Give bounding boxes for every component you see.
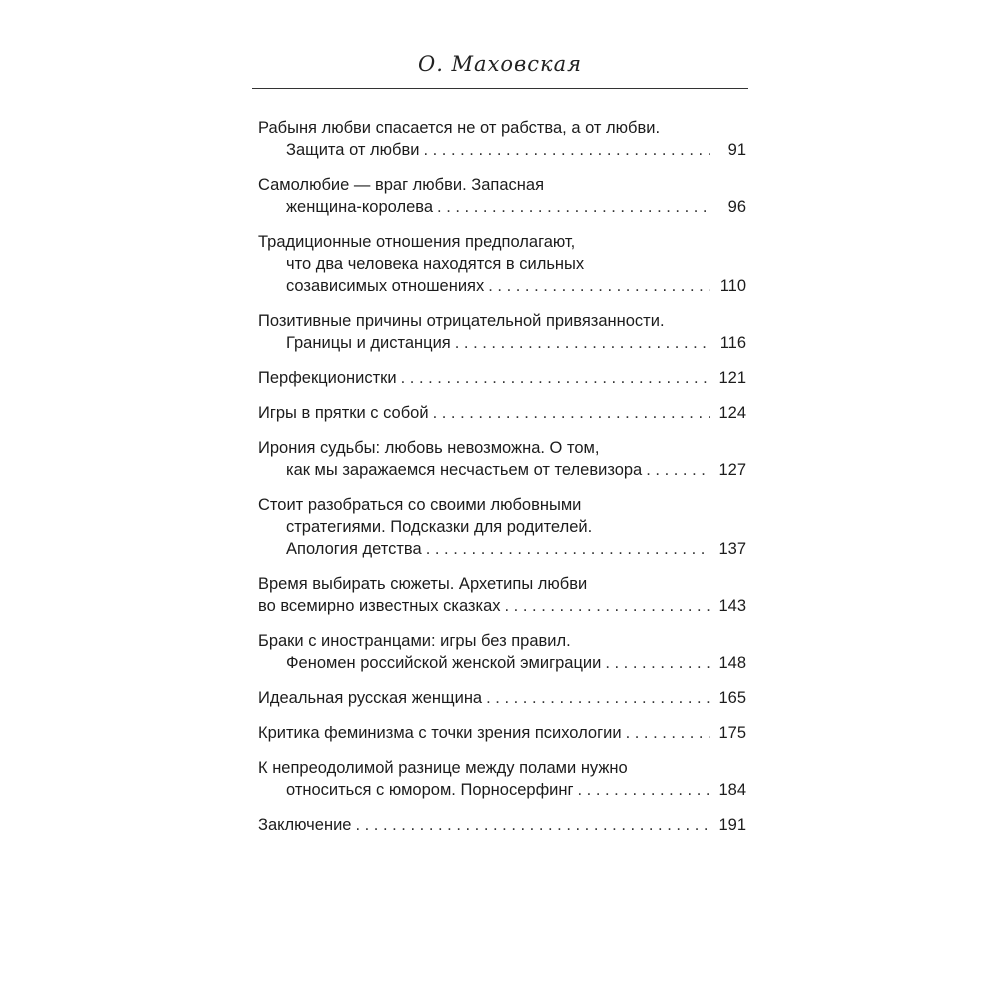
toc-entry <box>258 573 746 617</box>
toc-entry-title-line: К непреодолимой разнице между полами нужно <box>258 759 628 777</box>
toc-entry <box>258 310 746 354</box>
dot-leader <box>488 275 710 297</box>
toc-entry-last-line <box>258 196 746 218</box>
toc-entry-title-end: как мы заражаемся несчастьем от телевизора <box>286 461 643 479</box>
toc-entry-last-line <box>258 275 746 297</box>
toc-entry-title-line: Позитивные причины отрицательной привязанности. <box>258 312 665 330</box>
toc-entry-last-line <box>258 367 746 389</box>
dot-leader <box>646 459 710 481</box>
toc-entry-title-end: Идеальная русская женщина <box>258 689 483 707</box>
table-of-contents <box>258 117 746 849</box>
toc-entry <box>258 814 746 836</box>
toc-entry <box>258 117 746 161</box>
dot-leader <box>605 652 710 674</box>
toc-entry-title-line: Время выбирать сюжеты. Архетипы любви <box>258 575 588 593</box>
toc-entry-title-end: Апология детства <box>286 540 422 558</box>
toc-entry-title-end: созависимых отношениях <box>286 277 485 295</box>
toc-entry <box>258 437 746 481</box>
toc-entry-title-line: Ирония судьбы: любовь невозможна. О том, <box>258 439 600 457</box>
toc-page-number: 121 <box>718 369 746 387</box>
toc-entry-title-end: Критика феминизма с точки зрения психологии <box>258 724 622 742</box>
toc-page-number: 110 <box>719 277 746 295</box>
toc-entry-title-end: Феномен российской женской эмиграции <box>286 654 602 672</box>
toc-entry <box>258 757 746 801</box>
toc-entry-last-line <box>258 402 746 424</box>
toc-page-number: 175 <box>718 724 746 742</box>
toc-entry-title-end: Игры в прятки с собой <box>258 404 429 422</box>
toc-entry <box>258 494 746 560</box>
toc-entry-last-line <box>258 459 746 481</box>
dot-leader <box>486 687 710 709</box>
toc-entry-last-line <box>258 595 746 617</box>
toc-entry <box>258 687 746 709</box>
running-head: О. Маховская <box>417 52 583 76</box>
toc-entry <box>258 630 746 674</box>
toc-entry <box>258 402 746 424</box>
dot-leader <box>355 814 710 836</box>
toc-entry-title-end: Перфекционистки <box>258 369 397 387</box>
toc-page-number: 124 <box>718 404 746 422</box>
dot-leader <box>401 367 710 389</box>
toc-page-number: 91 <box>727 141 746 159</box>
toc-page-number: 96 <box>727 198 746 216</box>
dot-leader <box>455 332 710 354</box>
toc-page-number: 137 <box>718 540 746 558</box>
toc-entry-title-line: стратегиями. Подсказки для родителей. <box>286 518 593 536</box>
toc-entry <box>258 722 746 744</box>
toc-entry-last-line <box>258 814 746 836</box>
toc-entry-title-end: во всемирно известных сказках <box>258 597 501 615</box>
toc-page-number: 165 <box>718 689 746 707</box>
header-rule <box>252 88 748 89</box>
toc-entry-last-line <box>258 538 746 560</box>
toc-entry <box>258 231 746 297</box>
toc-entry-last-line <box>258 332 746 354</box>
toc-entry-last-line <box>258 722 746 744</box>
dot-leader <box>426 538 710 560</box>
toc-entry-title-line: Традиционные отношения предполагают, <box>258 233 576 251</box>
dot-leader <box>626 722 710 744</box>
toc-entry-title-end: относиться с юмором. Порносерфинг <box>286 781 574 799</box>
toc-entry <box>258 367 746 389</box>
toc-page-number: 191 <box>718 816 746 834</box>
toc-entry-title-line: Браки с иностранцами: игры без правил. <box>258 632 571 650</box>
toc-entry-last-line <box>258 652 746 674</box>
toc-entry-title-line: Стоит разобраться со своими любовными <box>258 496 582 514</box>
dot-leader <box>423 139 710 161</box>
toc-page-number: 184 <box>718 781 746 799</box>
toc-entry-last-line <box>258 687 746 709</box>
toc-page-number: 127 <box>718 461 746 479</box>
toc-entry-title-line: Рабыня любви спасается не от рабства, а от любви. <box>258 119 661 137</box>
toc-entry-title-line: Самолюбие — враг любви. Запасная <box>258 176 545 194</box>
toc-entry-last-line <box>258 139 746 161</box>
toc-entry-title-end: Защита от любви <box>286 141 420 159</box>
toc-entry-title-end: Заключение <box>258 816 352 834</box>
toc-entry-title-end: женщина-королева <box>286 198 434 216</box>
dot-leader <box>437 196 710 218</box>
dot-leader <box>433 402 710 424</box>
toc-page-number: 143 <box>718 597 746 615</box>
toc-page-number: 148 <box>718 654 746 672</box>
toc-page-number: 116 <box>719 334 746 352</box>
toc-entry-last-line <box>258 779 746 801</box>
toc-entry-title-end: Границы и дистанция <box>286 334 451 352</box>
dot-leader <box>578 779 711 801</box>
toc-entry <box>258 174 746 218</box>
toc-entry-title-line: что два человека находятся в сильных <box>286 255 585 273</box>
dot-leader <box>505 595 710 617</box>
